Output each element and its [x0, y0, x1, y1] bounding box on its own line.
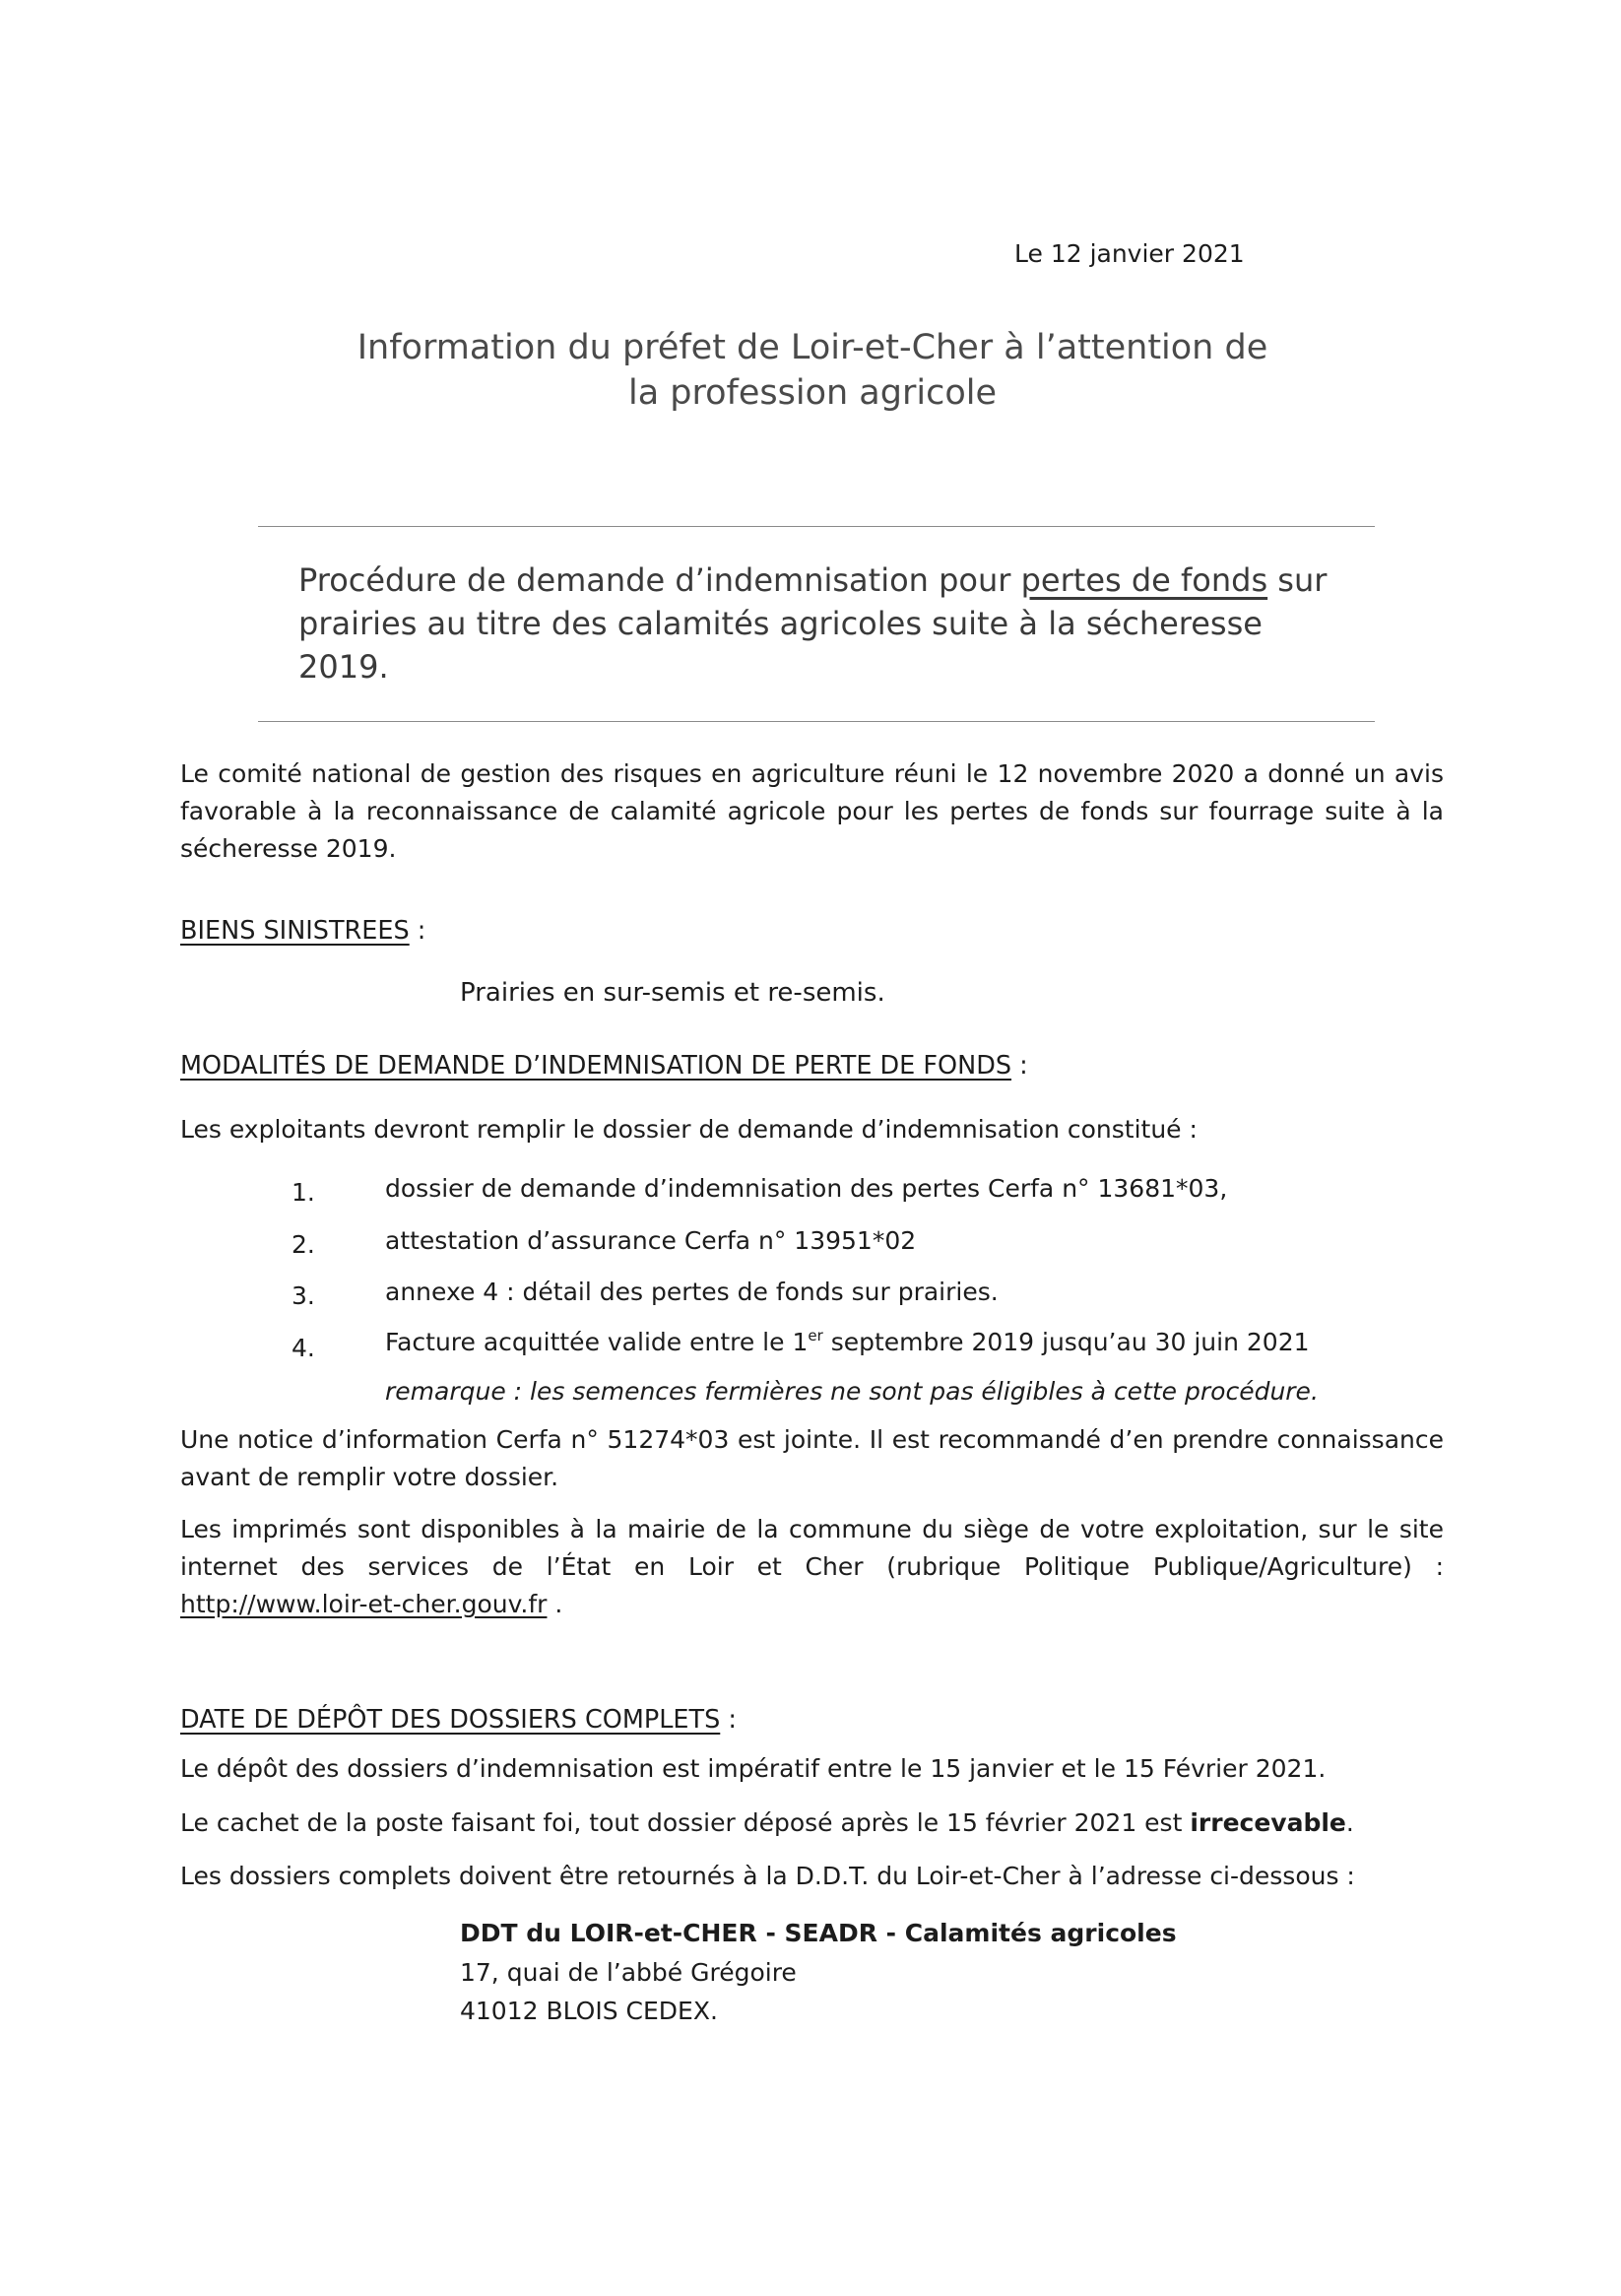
heading-biens-label: BIENS SINISTREES [180, 916, 410, 946]
address-line-3: 41012 BLOIS CEDEX. [460, 1997, 718, 2025]
postmark-suffix: . [1345, 1808, 1354, 1837]
irrecevable-bold: irrecevable [1190, 1808, 1346, 1837]
title-line-2: la profession agricole [627, 373, 997, 413]
heading-modalites-suffix: : [1011, 1051, 1028, 1081]
address-line-2: 17, quai de l’abbé Grégoire [460, 1958, 797, 1987]
subject-text-after: sur prairies au titre des calamités agricoles suite à la sécheresse 2019. [298, 561, 1328, 686]
heading-modalites-label: MODALITÉS DE DEMANDE D’INDEMNISATION DE PERTE DE FONDS [180, 1051, 1012, 1081]
heading-depot-label: DATE DE DÉPÔT DES DOSSIERS COMPLETS [180, 1705, 721, 1735]
heading-biens-suffix: : [409, 916, 426, 946]
section-heading-modalites [180, 1049, 1028, 1082]
notice-paragraph: Une notice d’information Cerfa n° 51274*03 est jointe. Il est recommandé d’en prendre connaissance avant de remplir votre dossier. [180, 1425, 1444, 1491]
list-item-number: 2. [292, 1230, 315, 1259]
document-date: Le 12 janvier 2021 [1014, 239, 1245, 268]
depot-deadline-line: Le dépôt des dossiers d’indemnisation est impératif entre le 15 janvier et le 15 Février 2021. [180, 1754, 1327, 1783]
heading-depot-suffix: : [720, 1705, 737, 1735]
list-item-text [385, 1328, 1310, 1356]
section-heading-biens [180, 914, 425, 948]
subject-block [298, 558, 1362, 689]
document-title [276, 325, 1349, 416]
return-instruction-line: Les dossiers complets doivent être retournés à la D.D.T. du Loir-et-Cher à l’adresse ci-dessous : [180, 1862, 1355, 1890]
remark-note: remarque : les semences fermières ne sont pas éligibles à cette procédure. [385, 1377, 1319, 1406]
title-line-1: Information du préfet de Loir-et-Cher à l’attention de [357, 328, 1268, 367]
link-suffix: . [547, 1590, 563, 1618]
biens-item: Prairies en sur-semis et re-semis. [460, 978, 885, 1008]
website-link[interactable]: http://www.loir-et-cher.gouv.fr [180, 1590, 548, 1618]
postmark-line [180, 1808, 1354, 1837]
divider-top [258, 526, 1375, 527]
list-item-text-after: septembre 2019 jusqu’au 30 juin 2021 [822, 1328, 1310, 1356]
list-item-text: annexe 4 : détail des pertes de fonds sur prairies. [385, 1278, 999, 1306]
list-item-text-before: Facture acquittée valide entre le 1 [385, 1328, 809, 1356]
postmark-text: Le cachet de la poste faisant foi, tout dossier déposé après le 15 février 2021 est [180, 1808, 1191, 1837]
list-item-number: 1. [292, 1178, 315, 1207]
address-line-1: DDT du LOIR-et-CHER - SEADR - Calamités agricoles [460, 1919, 1177, 1947]
imprimes-paragraph [180, 1511, 1444, 1623]
modalites-intro: Les exploitants devront remplir le dossier de demande d’indemnisation constitué : [180, 1115, 1198, 1144]
divider-bottom [258, 721, 1375, 722]
intro-paragraph: Le comité national de gestion des risques en agriculture réuni le 12 novembre 2020 a donné un avis favorable à la reconnaissance de calamité agricole pour les pertes de fonds sur fourrage suite à la sécheresse 2019. [180, 759, 1444, 863]
list-item-number: 4. [292, 1334, 315, 1362]
list-item-text: attestation d’assurance Cerfa n° 13951*02 [385, 1226, 917, 1255]
list-item-text: dossier de demande d’indemnisation des pertes Cerfa n° 13681*03, [385, 1174, 1228, 1203]
subject-text-before: Procédure de demande d’indemnisation pour [298, 561, 1021, 599]
list-item-superscript: er [808, 1327, 823, 1345]
subject-underlined: pertes de fonds [1020, 561, 1268, 599]
imprimes-text: Les imprimés sont disponibles à la mairie de la commune du siège de votre exploitation, sur le site internet des services de l’État en Loir et Cher (rubrique Politique Publique/Agriculture) : [180, 1515, 1444, 1581]
section-heading-depot [180, 1703, 737, 1737]
list-item-number: 3. [292, 1281, 315, 1310]
